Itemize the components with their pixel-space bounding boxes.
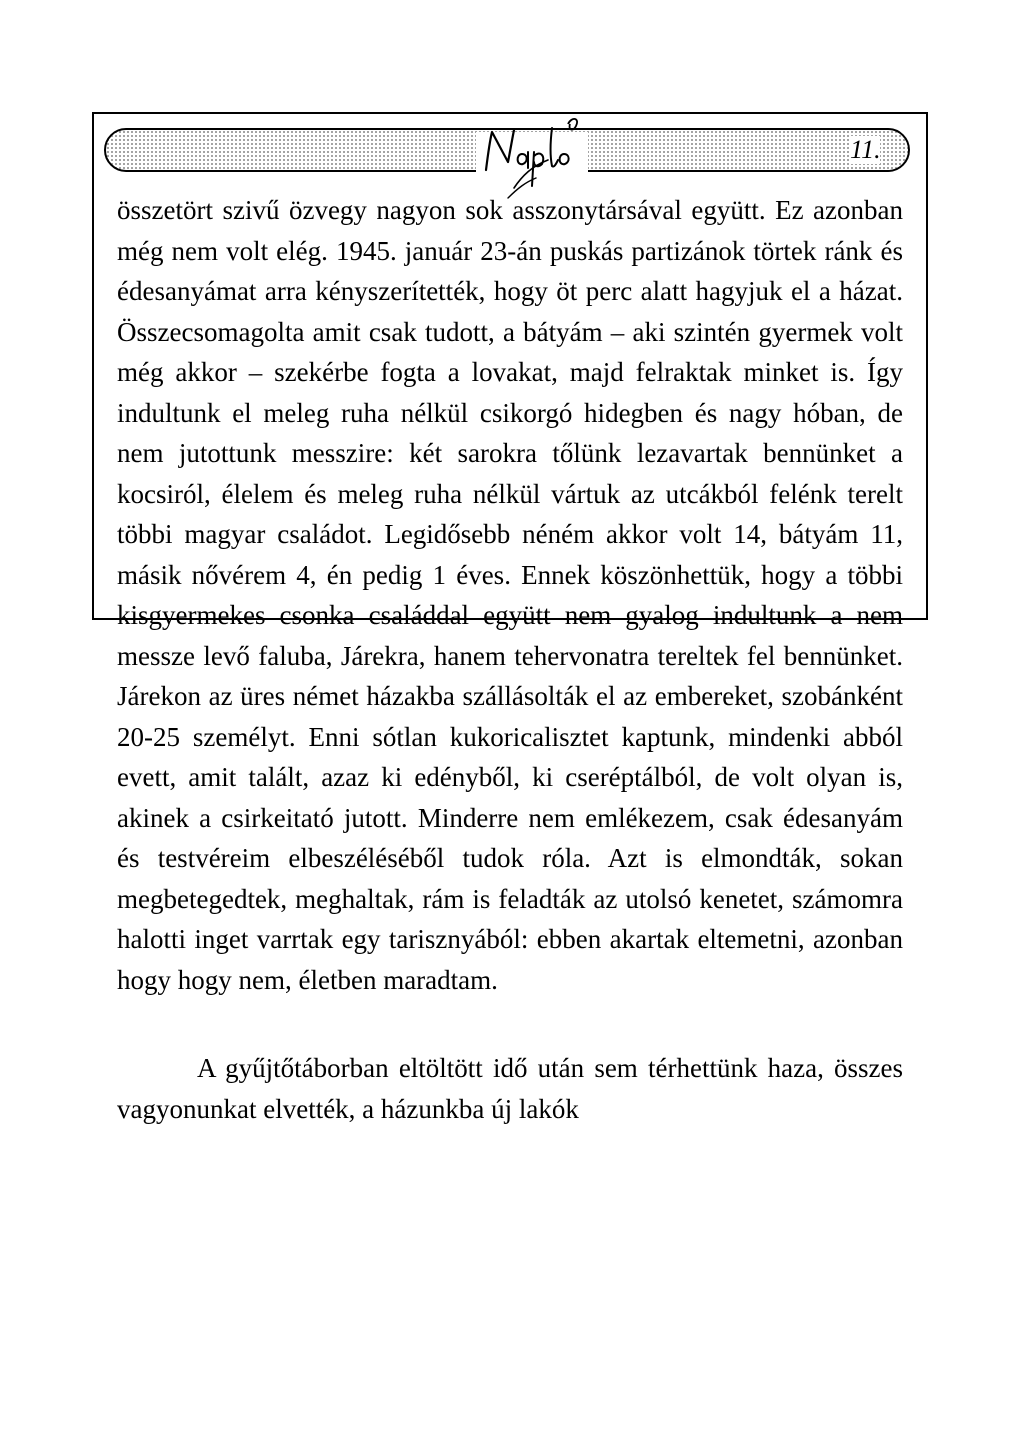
paragraph-1: összetört szivű özvegy nagyon sok asszonytársával együtt. Ez azonban még nem volt elég. 1945. január 23-án puskás partizánok törtek ránk és édesanyámat arra kényszerítették, hogy öt perc alatt hagyjuk el a házat. Összecsomagolta amit csak tudott, a bátyám – aki szintén gyermek volt még akkor – szekérbe fogta a lovakat, majd felraktak minket is. Így indultunk el meleg ruha nélkül csikorgó hidegben és nagy hóban, de nem jutottunk messzire: két sarokra tőlünk lezavartak bennünket a kocsiról, élelem és meleg ruha nélkül vártuk az utcákból felénk terelt többi magyar családot. Legidősebb néném akkor volt 14, bátyám 11, másik nővérem 4, én pedig 1 éves. Ennek köszönhettük, hogy a többi kisgyermekes csonka családdal együtt nem gyalog indultunk a nem messze levő faluba, Járekra, hanem tehervonatra tereltek fel bennünket. Járekon az üres német házakba szállásolták el az embereket, szobánként 20-25 személyt. Enni sótlan kukoricalisztet kaptunk, mindenki abból evett, amit talált, azaz ki edényből, ki cseréptálból, de volt olyan is, akinek a csirkeitató jutott. Minderre nem emlékezem, csak édesanyám és testvéreim elbeszéléséből tudok róla. Azt is elmondták, sokan megbetegedtek, meghaltak, rám is feladták az utolsó kenetet, számomra halotti inget varrtak egy tarisznyából: ebben akartak eltemetni, azonban hogy hogy nem, életben maradtam. xyxy=(117,195,903,995)
article-body xyxy=(117,190,903,1129)
naplo-logo xyxy=(472,104,592,204)
paragraph-spacer xyxy=(117,1000,903,1048)
page-number: 11. xyxy=(850,135,881,164)
paragraph-2: A gyűjtőtáborban eltöltött idő után sem térhettünk haza, összes vagyonunkat elvették, a házunkba új lakók xyxy=(117,1053,903,1124)
